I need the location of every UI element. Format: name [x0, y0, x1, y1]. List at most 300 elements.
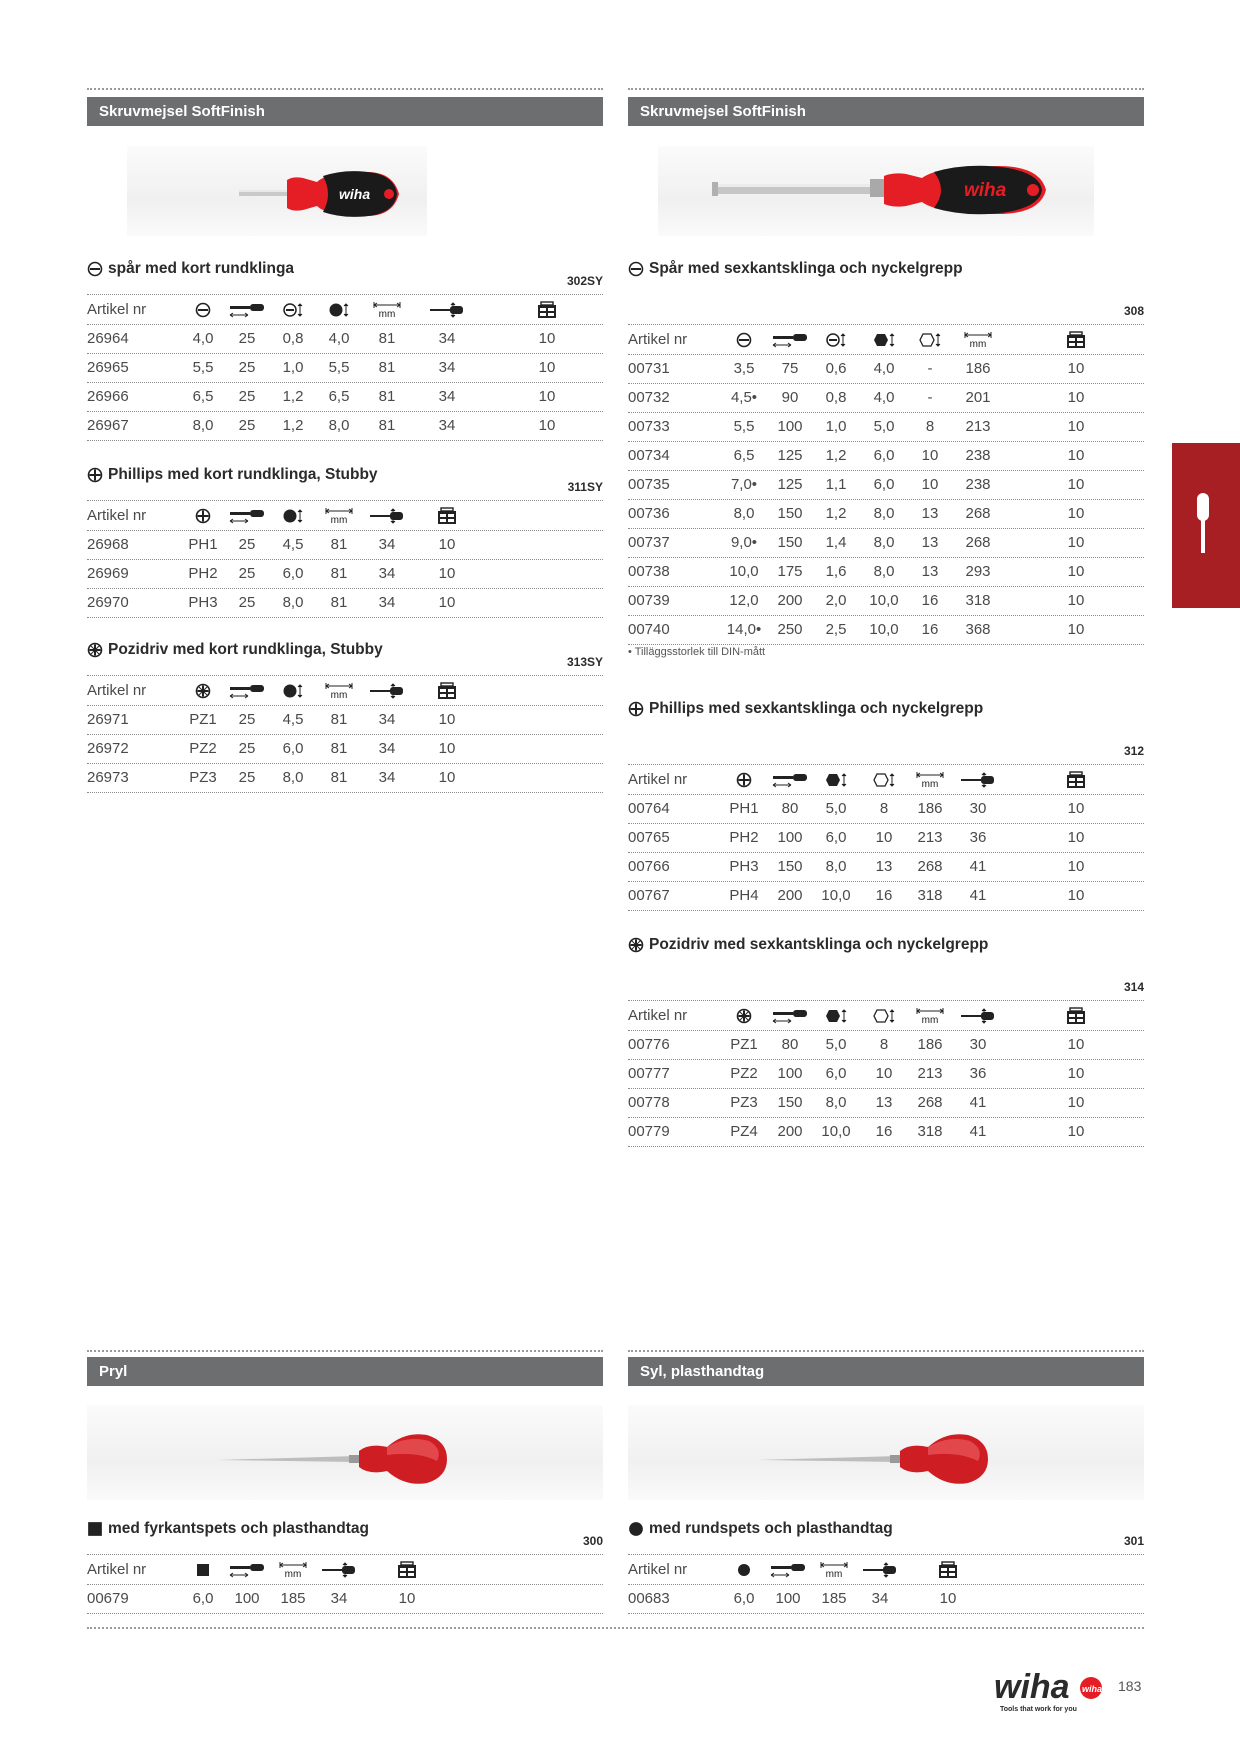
article-number: 00767 — [628, 887, 670, 904]
spec-value: 10,0 — [869, 592, 899, 609]
spec-value: 34 — [378, 536, 396, 553]
table-row — [87, 382, 603, 412]
svg-text:mm: mm — [284, 1569, 302, 1580]
hex-size-icon — [864, 325, 904, 354]
spec-value: 5,5 — [733, 418, 755, 435]
pack-box-icon — [1056, 765, 1096, 794]
dotted-divider — [628, 1350, 1144, 1352]
pozidriv-tip-icon — [628, 937, 644, 953]
spec-value: 238 — [965, 476, 991, 493]
spec-value: PH1 — [188, 536, 218, 553]
spec-value: 0,8 — [282, 330, 304, 347]
spec-value: 34 — [438, 330, 456, 347]
spec-value: 13 — [875, 858, 893, 875]
wiha-logo — [994, 1668, 1106, 1721]
svg-text:mm: mm — [825, 1569, 843, 1580]
spec-value: 175 — [777, 563, 803, 580]
pack-box-icon — [1056, 1001, 1096, 1030]
article-number: 00764 — [628, 800, 670, 817]
spec-value: 3,5 — [733, 360, 755, 377]
spec-value: 5,0 — [873, 418, 895, 435]
spec-value: 10 — [1067, 418, 1085, 435]
spec-value: 186 — [917, 800, 943, 817]
spec-value: 6,0 — [873, 447, 895, 464]
spec-value: 6,5 — [192, 388, 214, 405]
spec-value: 10 — [438, 536, 456, 553]
slot-tip-icon — [87, 261, 103, 277]
spec-value: 34 — [378, 740, 396, 757]
awl-square-image — [87, 1405, 603, 1500]
section-title: Phillips med kort rundklinga, Stubby — [108, 466, 378, 483]
spec-value: PZ2 — [730, 1065, 758, 1082]
handle-length-icon — [319, 1555, 359, 1584]
article-number: 26965 — [87, 359, 129, 376]
spec-value: 16 — [921, 592, 939, 609]
article-number: 26971 — [87, 711, 129, 728]
spec-value: 10 — [1067, 858, 1085, 875]
section-title: med rundspets och plasthandtag — [649, 1520, 893, 1537]
spec-value: 8,0 — [282, 594, 304, 611]
table-header-row — [87, 1554, 603, 1585]
spec-value: 10 — [1067, 534, 1085, 551]
spec-value: 10,0 — [821, 1123, 851, 1140]
spec-value: 41 — [969, 887, 987, 904]
section-title: Spår med sexkantsklinga och nyckelgrepp — [649, 260, 963, 277]
spec-value: 12,0 — [729, 592, 759, 609]
spec-value: 81 — [330, 536, 348, 553]
spec-value: 100 — [777, 829, 803, 846]
spec-value: 36 — [969, 829, 987, 846]
spec-value: - — [927, 389, 933, 406]
spec-value: 16 — [875, 887, 893, 904]
spec-value: 10 — [438, 565, 456, 582]
blade-width-icon — [227, 501, 267, 530]
product-image-hex-screwdriver — [658, 146, 1094, 236]
spec-value: 34 — [438, 359, 456, 376]
table-row — [87, 324, 603, 354]
spec-value: 13 — [921, 505, 939, 522]
spec-value: 10 — [538, 417, 556, 434]
column-header-article: Artikel nr — [87, 682, 147, 699]
spec-value: 25 — [238, 388, 256, 405]
spec-value: 268 — [965, 534, 991, 551]
spec-value: PH3 — [188, 594, 218, 611]
spec-value: 318 — [917, 1123, 943, 1140]
total-length-icon — [910, 765, 950, 794]
article-number: 26969 — [87, 565, 129, 582]
article-group-code: 314 — [1123, 980, 1144, 994]
spec-value: 4,0 — [328, 330, 350, 347]
blade-width-icon — [227, 676, 267, 705]
article-group-code: 300 — [582, 1534, 603, 1548]
spec-value: 125 — [777, 447, 803, 464]
article-number: 00733 — [628, 418, 670, 435]
spec-value: 1,0 — [825, 418, 847, 435]
spec-value: 10,0 — [729, 563, 759, 580]
spec-value: 8 — [879, 800, 889, 817]
table-row — [628, 881, 1144, 911]
product-image-pryl — [87, 1405, 603, 1500]
article-group-code: 311SY — [567, 480, 603, 494]
product-image-short-screwdriver — [127, 146, 427, 236]
spec-value: 25 — [238, 711, 256, 728]
svg-text:wiha: wiha — [964, 180, 1007, 201]
spec-value: 200 — [777, 887, 803, 904]
spec-value: 13 — [921, 534, 939, 551]
pozidriv-tip-icon — [724, 1001, 764, 1030]
spec-value: 8,0 — [825, 858, 847, 875]
spec-value: 213 — [917, 829, 943, 846]
spec-value: 5,0 — [825, 1036, 847, 1053]
spec-value: 6,0 — [192, 1590, 214, 1607]
spec-value: 293 — [965, 563, 991, 580]
spec-value: 8,0 — [192, 417, 214, 434]
article-number: 00766 — [628, 858, 670, 875]
spec-value: 4,0 — [873, 389, 895, 406]
screwdriver-hex-image — [658, 146, 1094, 236]
spec-value: 318 — [965, 592, 991, 609]
spec-value: 75 — [781, 360, 799, 377]
article-number: 26972 — [87, 740, 129, 757]
article-number: 00738 — [628, 563, 670, 580]
column-header-article: Artikel nr — [628, 1007, 688, 1024]
column-header-article: Artikel nr — [628, 1561, 688, 1578]
spec-value: PH2 — [188, 565, 218, 582]
slot-tip-icon — [724, 325, 764, 354]
spec-value: 10 — [875, 829, 893, 846]
article-group-code: 302SY — [566, 274, 603, 288]
spec-value: 10 — [1067, 563, 1085, 580]
phillips-tip-icon — [724, 765, 764, 794]
section-title: med fyrkantspets och plasthandtag — [108, 1520, 369, 1537]
spec-value: 10 — [875, 1065, 893, 1082]
table-row — [87, 705, 603, 735]
spec-value: 6,5 — [733, 447, 755, 464]
section-heading — [628, 936, 1144, 1000]
spec-value: 10 — [538, 330, 556, 347]
spec-value: 10 — [1067, 1065, 1085, 1082]
spec-value: 1,2 — [825, 505, 847, 522]
spec-value: 4,5• — [730, 389, 758, 406]
table-row — [628, 1059, 1144, 1089]
spec-value: 90 — [781, 389, 799, 406]
section-heading — [628, 1520, 1144, 1554]
section-heading — [628, 260, 1144, 324]
spec-value: 368 — [965, 621, 991, 638]
svg-text:Tools that work for you: Tools that work for you — [1000, 1706, 1077, 1713]
spec-value: 8,0 — [282, 769, 304, 786]
spec-value: 8 — [925, 418, 935, 435]
article-number: 26968 — [87, 536, 129, 553]
section-title: Phillips med sexkantsklinga och nyckelgrepp — [649, 700, 984, 717]
pack-box-icon — [387, 1555, 427, 1584]
spec-value: 6,0 — [825, 829, 847, 846]
spec-value: 6,5 — [328, 388, 350, 405]
article-number: 00739 — [628, 592, 670, 609]
spec-value: 10 — [1067, 1094, 1085, 1111]
total-length-icon — [814, 1555, 854, 1584]
spec-value: PZ4 — [730, 1123, 758, 1140]
spec-value: 10 — [398, 1590, 416, 1607]
spec-value: 150 — [777, 505, 803, 522]
slot-tip-icon — [628, 261, 644, 277]
spec-value: 1,2 — [282, 417, 304, 434]
spec-value: 16 — [875, 1123, 893, 1140]
category-tab[interactable] — [1172, 443, 1240, 608]
spec-value: 10 — [939, 1590, 957, 1607]
pack-box-icon — [928, 1555, 968, 1584]
spec-value: 10 — [1067, 505, 1085, 522]
table-header-row — [87, 500, 603, 531]
spec-value: 10 — [1067, 800, 1085, 817]
section-bar-pryl: Pryl — [87, 1357, 603, 1386]
spec-value: 8,0 — [328, 417, 350, 434]
total-length-icon — [367, 295, 407, 324]
spec-value: PZ3 — [189, 769, 217, 786]
spec-value: 318 — [917, 887, 943, 904]
spec-value: 150 — [777, 534, 803, 551]
spec-value: 10 — [921, 447, 939, 464]
hex-wrench-size-icon — [910, 325, 950, 354]
table-row — [628, 557, 1144, 587]
table-row — [87, 588, 603, 618]
spec-value: 186 — [917, 1036, 943, 1053]
handle-length-icon — [860, 1555, 900, 1584]
article-number: 00735 — [628, 476, 670, 493]
dotted-divider — [628, 88, 1144, 90]
spec-value: 200 — [777, 592, 803, 609]
spec-value: 10 — [1067, 389, 1085, 406]
spec-value: 34 — [871, 1590, 889, 1607]
round-tip-icon — [724, 1555, 764, 1584]
table-header-row — [628, 764, 1144, 795]
spec-value: 81 — [378, 388, 396, 405]
spec-value: 8 — [879, 1036, 889, 1053]
table-row — [87, 353, 603, 383]
section-heading — [87, 641, 603, 675]
spec-value: 10 — [438, 711, 456, 728]
article-number: 00765 — [628, 829, 670, 846]
spec-value: 10 — [1067, 621, 1085, 638]
spec-value: 100 — [775, 1590, 801, 1607]
spec-value: 10 — [1067, 476, 1085, 493]
spec-value: 34 — [378, 565, 396, 582]
column-header-article: Artikel nr — [87, 507, 147, 524]
section-title: spår med kort rundklinga — [108, 260, 295, 277]
spec-value: 1,4 — [825, 534, 847, 551]
article-number: 26967 — [87, 417, 129, 434]
pack-box-icon — [427, 501, 467, 530]
spec-value: 10 — [921, 476, 939, 493]
phillips-tip-icon — [628, 701, 644, 717]
section-bar-right: Skruvmejsel SoftFinish — [628, 97, 1144, 126]
spec-value: 1,6 — [825, 563, 847, 580]
spec-value: 5,5 — [328, 359, 350, 376]
table-row — [628, 794, 1144, 824]
blade-width-icon — [768, 1555, 808, 1584]
spec-value: 4,0 — [192, 330, 214, 347]
spec-value: 81 — [330, 711, 348, 728]
spec-value: 10 — [438, 594, 456, 611]
spec-value: 8,0 — [873, 563, 895, 580]
svg-text:mm: mm — [330, 690, 348, 701]
spec-value: 36 — [969, 1065, 987, 1082]
spec-value: 100 — [777, 1065, 803, 1082]
table-row — [87, 411, 603, 441]
pozidriv-tip-icon — [87, 642, 103, 658]
table-row — [628, 852, 1144, 882]
spec-value: 30 — [969, 1036, 987, 1053]
spec-value: 41 — [969, 1123, 987, 1140]
column-header-article: Artikel nr — [628, 771, 688, 788]
spec-value: 0,6 — [825, 360, 847, 377]
spec-value: 25 — [238, 740, 256, 757]
spec-value: 213 — [917, 1065, 943, 1082]
blade-width-icon — [770, 1001, 810, 1030]
spec-value: 2,5 — [825, 621, 847, 638]
handle-length-icon — [367, 501, 407, 530]
article-number: 00732 — [628, 389, 670, 406]
section-title: Pozidriv med kort rundklinga, Stubby — [108, 641, 383, 658]
article-number: 00683 — [628, 1590, 670, 1607]
table-row — [628, 823, 1144, 853]
article-number: 00776 — [628, 1036, 670, 1053]
spec-value: 1,0 — [282, 359, 304, 376]
wiha-logo-image — [994, 1668, 1106, 1716]
article-number: 00737 — [628, 534, 670, 551]
spec-value: 10 — [538, 388, 556, 405]
spec-value: 10 — [438, 740, 456, 757]
table-row — [87, 763, 603, 793]
table-row — [628, 615, 1144, 645]
article-number: 00740 — [628, 621, 670, 638]
spec-value: 80 — [781, 800, 799, 817]
article-group-code: 301 — [1123, 1534, 1144, 1548]
svg-text:wiha: wiha — [1082, 1684, 1103, 1694]
square-tip-icon — [183, 1555, 223, 1584]
article-number: 00734 — [628, 447, 670, 464]
section-heading — [87, 260, 603, 294]
total-length-icon — [910, 1001, 950, 1030]
spec-value: 185 — [821, 1590, 847, 1607]
spec-value: 1,2 — [282, 388, 304, 405]
handle-length-icon — [367, 676, 407, 705]
table-row — [628, 1117, 1144, 1147]
round-tip-icon — [628, 1521, 644, 1537]
spec-value: 34 — [330, 1590, 348, 1607]
spec-value: 10 — [1067, 360, 1085, 377]
square-tip-icon — [87, 1521, 103, 1537]
svg-text:mm: mm — [921, 1015, 939, 1026]
svg-text:mm: mm — [378, 309, 396, 320]
spec-value: 0,8 — [825, 389, 847, 406]
article-number: 26966 — [87, 388, 129, 405]
total-length-icon — [273, 1555, 313, 1584]
hex-size-icon — [816, 1001, 856, 1030]
spec-value: 34 — [378, 594, 396, 611]
section-bar-left: Skruvmejsel SoftFinish — [87, 97, 603, 126]
spec-value: 41 — [969, 858, 987, 875]
hex-wrench-size-icon — [864, 1001, 904, 1030]
shaft-diameter-icon — [273, 676, 313, 705]
spec-value: 186 — [965, 360, 991, 377]
spec-value: 13 — [875, 1094, 893, 1111]
spec-value: 81 — [330, 740, 348, 757]
spec-value: 30 — [969, 800, 987, 817]
spec-value: 4,5 — [282, 711, 304, 728]
spec-value: 34 — [378, 769, 396, 786]
spec-value: 201 — [965, 389, 991, 406]
article-number: 00777 — [628, 1065, 670, 1082]
pack-box-icon — [427, 676, 467, 705]
product-image-syl — [628, 1405, 1144, 1500]
spec-value: 10,0 — [821, 887, 851, 904]
spec-value: 14,0• — [726, 621, 762, 638]
spec-value: 100 — [777, 418, 803, 435]
spec-value: PZ2 — [189, 740, 217, 757]
spec-value: 34 — [438, 388, 456, 405]
spec-value: 8,0 — [873, 505, 895, 522]
spec-value: PH1 — [729, 800, 759, 817]
blade-width-icon — [227, 1555, 267, 1584]
spec-value: PH3 — [729, 858, 759, 875]
svg-text:mm: mm — [921, 779, 939, 790]
spec-value: 10 — [1067, 1036, 1085, 1053]
spec-value: PH4 — [729, 887, 759, 904]
handle-length-icon — [958, 1001, 998, 1030]
spec-value: 268 — [917, 858, 943, 875]
spec-value: 9,0• — [730, 534, 758, 551]
spec-value: 6,0 — [825, 1065, 847, 1082]
spec-value: 150 — [777, 1094, 803, 1111]
table-row — [628, 528, 1144, 558]
spec-value: 2,0 — [825, 592, 847, 609]
column-header-article: Artikel nr — [87, 1561, 147, 1578]
spec-value: 25 — [238, 359, 256, 376]
spec-value: 7,0• — [730, 476, 758, 493]
blade-width-icon — [770, 325, 810, 354]
spec-value: 6,0 — [733, 1590, 755, 1607]
spec-value: 4,0 — [873, 360, 895, 377]
section-heading — [87, 466, 603, 500]
spec-value: 13 — [921, 563, 939, 580]
table-row — [628, 1088, 1144, 1118]
spec-value: 81 — [330, 594, 348, 611]
spec-value: 6,0 — [282, 740, 304, 757]
spec-value: 5,0 — [825, 800, 847, 817]
section-heading — [87, 1520, 603, 1554]
total-length-icon — [958, 325, 998, 354]
article-number: 00731 — [628, 360, 670, 377]
total-length-icon — [319, 501, 359, 530]
screwdriver-tab-icon — [1172, 443, 1240, 608]
spec-value: 81 — [378, 417, 396, 434]
blade-thickness-icon — [273, 295, 313, 324]
spec-value: 81 — [378, 330, 396, 347]
blade-width-icon — [770, 765, 810, 794]
table-row — [87, 1584, 603, 1614]
screwdriver-stubby-image — [127, 146, 427, 236]
article-group-code: 313SY — [566, 655, 603, 669]
table-header-row — [628, 1554, 1144, 1585]
table-row — [87, 559, 603, 589]
spec-value: 1,2 — [825, 447, 847, 464]
spec-value: 25 — [238, 417, 256, 434]
article-number: 00779 — [628, 1123, 670, 1140]
table-header-row — [87, 294, 603, 325]
shaft-diameter-icon — [319, 295, 359, 324]
footnote: • Tilläggsstorlek till DIN-mått — [628, 646, 766, 658]
